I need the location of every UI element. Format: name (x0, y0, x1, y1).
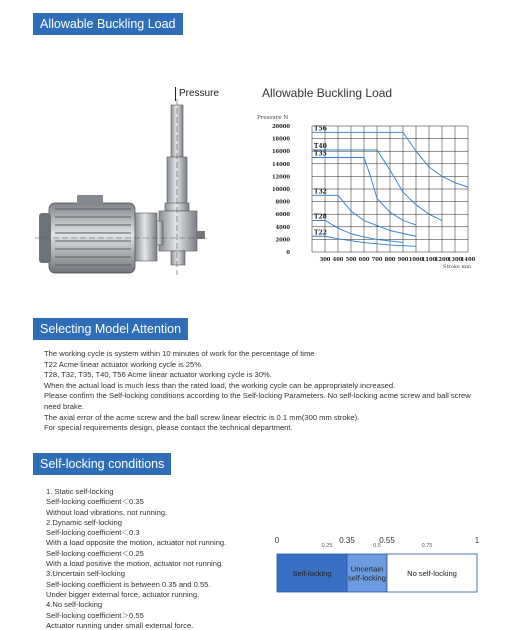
attention-line: When the actual load is much less than the rated load, the working cycle can be appropriately increased. (44, 380, 396, 390)
y-axis-label: Pressure N (257, 115, 289, 121)
selflock-line: Self-locking coefficient is between 0.35 and 0.55. (46, 579, 211, 589)
x-tick-label: 1100 (421, 257, 437, 263)
section-tab-buckling: Allowable Buckling Load (33, 13, 183, 35)
y-tick-label: 16000 (271, 149, 290, 156)
attention-line: T22 Acme linear actuator working cycle is 25%. (44, 359, 204, 369)
selflock-line: 2.Dynamic self-locking (46, 517, 122, 527)
y-tick-label: 18000 (271, 136, 290, 143)
x-tick-label: 1000 (408, 257, 424, 263)
y-tick-label: 0 (286, 250, 290, 256)
scale-major-label: 0 (274, 536, 280, 545)
actuator-illustration (35, 85, 225, 285)
selflock-line: With a load positive the motion, actuator not running. (46, 559, 224, 569)
scale-box-label: self-locking (348, 573, 386, 583)
scale-major-label: 0.55 (379, 536, 395, 545)
x-tick-label: 600 (358, 257, 370, 263)
y-tick-label: 8000 (275, 199, 290, 206)
scale-box-label: No self-locking (407, 569, 457, 578)
x-axis-label: Stroke mm (443, 264, 471, 270)
selflock-line: Self-locking coefficient＜0.35 (46, 497, 144, 507)
scale-minor-label: 0.75 (421, 543, 433, 549)
scale-minor-label: 0.25 (321, 543, 333, 549)
x-tick-label: 800 (384, 257, 396, 263)
selflock-line: Actuator running under small external force. (46, 620, 194, 630)
attention-line: T28, T32, T35, T40, T56 Acme linear actuator working cycle is 30%. (44, 370, 272, 380)
x-tick-label: 700 (371, 257, 383, 263)
attention-line: need brake. (44, 401, 85, 411)
x-tick-label: 900 (397, 257, 409, 263)
scale-major-label: 1 (474, 536, 480, 545)
x-tick-label: 1400 (460, 257, 476, 263)
scale-box-label: Self-locking (292, 569, 332, 578)
selflock-line: With a load opposite the motion, actuator not running. (46, 538, 227, 548)
selflock-line: Self-locking coefficient＞0.55 (46, 610, 144, 620)
x-tick-label: 500 (345, 257, 357, 263)
attention-line: For special requirements design, please contact the technical department. (44, 423, 293, 433)
buckling-load-chart (255, 112, 500, 290)
y-tick-label: 2000 (275, 237, 290, 244)
selflock-line: Self-locking coefficient＜0.3 (46, 528, 140, 538)
attention-line: The working cycle is system within 10 minutes of work for the percentage of time (44, 349, 315, 358)
series-label-t28: T28 (314, 213, 327, 221)
attention-line: The axial error of the acme screw and the ball screw linear electric is 0.1 mm(300 mm stroke). (44, 412, 360, 422)
attention-text (44, 349, 484, 434)
selflock-line: Under bigger external force, actuator running. (46, 589, 200, 599)
x-tick-label: 1300 (447, 257, 463, 263)
selflock-line: Without load vibrations, not running. (46, 507, 168, 517)
y-tick-label: 4000 (275, 224, 290, 231)
y-tick-label: 12000 (271, 174, 290, 181)
series-label-t32: T32 (314, 188, 327, 196)
section-tab-attention: Selecting Model Attention (33, 318, 188, 340)
scale-major-label: 0.35 (339, 536, 355, 545)
scale-minor-label: 0.5 (373, 543, 381, 549)
selflock-line: 3.Uncertain self-locking (46, 569, 125, 579)
selflock-conditions (46, 487, 266, 630)
series-label-t35: T35 (314, 150, 327, 158)
attention-line: Please confirm the Self-locking conditions according to the Self-locking Parameters. No self-locking acme screw and ball screw (44, 391, 471, 401)
x-tick-label: 400 (332, 257, 344, 263)
scale-box-label: Uncertain (350, 564, 384, 574)
series-label-t56: T56 (314, 125, 327, 133)
y-tick-label: 10000 (271, 187, 290, 193)
y-tick-label: 6000 (275, 212, 290, 219)
series-label-t40: T40 (314, 142, 327, 150)
chart-title: Allowable Buckling Load (262, 86, 393, 100)
selflock-line: Self-locking coefficient＜0.25 (46, 548, 144, 558)
selflock-line: 1. Static self-locking (46, 487, 114, 496)
selflock-scale (257, 534, 489, 598)
x-tick-label: 1200 (434, 257, 450, 263)
y-tick-label: 14000 (271, 161, 290, 168)
series-label-t22: T22 (314, 229, 327, 237)
section-tab-selflock: Self-locking conditions (33, 453, 171, 475)
x-tick-label: 300 (319, 257, 331, 263)
selflock-line: 4.No self-locking (46, 600, 103, 610)
y-tick-label: 20000 (271, 124, 290, 130)
pressure-label: Pressure (179, 88, 220, 99)
